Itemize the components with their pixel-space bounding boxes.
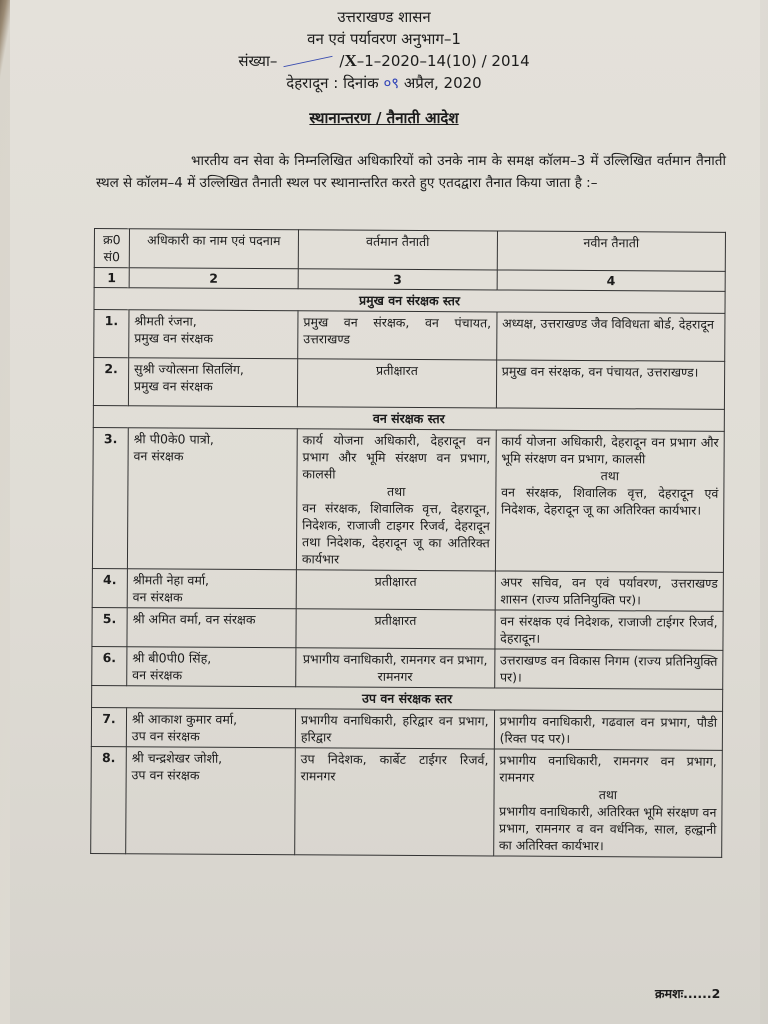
header-current: वर्तमान तैनाती xyxy=(298,230,497,270)
row-sno: 3. xyxy=(92,427,128,568)
row-sno: 2. xyxy=(93,358,128,406)
col-num-1: 1 xyxy=(94,268,129,288)
ref-prefix: / xyxy=(339,52,345,70)
handwritten-stroke xyxy=(284,56,333,67)
row-new: प्रमुख वन संरक्षक, वन पंचायत, उत्तराखण्ड। xyxy=(496,360,725,409)
new-post-2: प्रभागीय वनाधिकारी, अतिरिक्त भूमि संरक्षण वन प्रभाग, रामनगर व वन वर्धनिक, साल, हल्द्वानी का अतिरिक्त कार्यभार। xyxy=(498,803,717,854)
row-current: प्रभागीय वनाधिकारी, हरिद्वार वन प्रभाग, हरिद्वार xyxy=(295,709,494,749)
government-name: उत्तराखण्ड शासन xyxy=(337,8,431,26)
table-row xyxy=(93,358,724,410)
new-post-2: वन संरक्षक, शिवालिक वृत्त, देहरादून एवं निदेशक, देहरादून जू का अतिरिक्त कार्यभार। xyxy=(500,484,719,518)
section-title: उप वन संरक्षक स्तर xyxy=(92,685,723,711)
officer-designation: वन संरक्षक xyxy=(132,667,183,683)
row-current: उप निदेशक, कार्बेट टाईगर रिजर्व, रामनगर xyxy=(295,748,494,856)
officer-designation: वन संरक्षक xyxy=(132,589,183,605)
row-new: उत्तराखण्ड वन विकास निगम (राज्य प्रतिनियुक्ति पर)। xyxy=(494,649,723,689)
table-row xyxy=(91,746,723,857)
transfer-table xyxy=(90,228,726,858)
ref-number: –1–2020–14(10) / 2014 xyxy=(356,52,530,70)
row-current xyxy=(296,429,496,571)
row-name xyxy=(126,747,296,855)
officer-name: श्री चन्द्रशेखर जोशी, xyxy=(131,750,223,766)
table-row xyxy=(92,607,723,650)
officer-name: श्रीमती रंजना, xyxy=(134,313,197,329)
section-title: प्रमुख वन संरक्षक स्तर xyxy=(94,288,725,314)
header-new: नवीन तैनाती xyxy=(497,231,726,271)
row-new: अध्यक्ष, उत्तराखण्ड जैव विविधता बोर्ड, देहरादून xyxy=(496,312,725,361)
row-name xyxy=(127,608,296,648)
table-row xyxy=(92,568,723,611)
officer-name: श्री अमित वर्मा, वन संरक्षक xyxy=(132,611,256,627)
tatha-label: तथा xyxy=(386,483,406,499)
new-post-1: प्रभागीय वनाधिकारी, रामनगर वन प्रभाग, रामनगर xyxy=(499,752,717,785)
officer-designation: वन संरक्षक xyxy=(133,448,184,464)
new-post-1: कार्य योजना अधिकारी, देहरादून वन प्रभाग और भूमि संरक्षण वन प्रभाग, कालसी xyxy=(501,433,719,467)
officer-designation: उप वन संरक्षक xyxy=(131,728,200,744)
row-sno: 8. xyxy=(91,746,127,853)
row-name xyxy=(129,310,298,359)
tatha-label: तथा xyxy=(600,468,620,484)
table-header-row xyxy=(94,229,725,272)
row-name xyxy=(128,358,297,407)
row-new xyxy=(495,430,724,572)
header-name: अधिकारी का नाम एवं पदनाम xyxy=(129,229,298,269)
row-current: प्रतीक्षारत xyxy=(296,570,495,610)
officer-name: श्री आकाश कुमार वर्मा, xyxy=(131,711,238,727)
row-name xyxy=(126,708,295,748)
order-title: स्थानान्तरण / तैनाती आदेश xyxy=(309,109,459,127)
table-row xyxy=(92,427,724,572)
officer-name: श्रीमती नेहा वर्मा, xyxy=(132,572,210,588)
handwritten-date-day: ०९ xyxy=(383,74,400,92)
officer-designation: प्रमुख वन संरक्षक xyxy=(134,330,214,346)
officer-designation: प्रमुख वन संरक्षक xyxy=(133,378,213,394)
row-sno: 4. xyxy=(92,568,127,607)
officer-name: सुश्री ज्योत्सना सितलिंग, xyxy=(133,361,244,377)
current-post-2: वन संरक्षक, शिवालिक वृत्त, देहरादून, निदेशक, राजाजी टाइगर रिजर्व, देहरादून तथा निदेशक, देहरादून जू का अतिरिक्त कार्यभार xyxy=(301,500,491,567)
place-date xyxy=(0,72,768,94)
col-num-3: 3 xyxy=(298,269,497,290)
row-current: प्रमुख वन संरक्षक, वन पंचायत, उत्तराखण्ड xyxy=(298,311,497,360)
row-current: प्रतीक्षारत xyxy=(296,609,495,649)
table-row xyxy=(91,707,722,750)
officer-name: श्री बी0पी0 सिंह, xyxy=(132,650,212,666)
intro-paragraph xyxy=(96,150,726,194)
place-date-label: देहरादून : दिनांक xyxy=(286,74,379,92)
col-num-2: 2 xyxy=(129,268,298,289)
officer-name: श्री पी0के0 पात्रो, xyxy=(133,431,214,447)
row-current: प्रभागीय वनाधिकारी, रामनगर वन प्रभाग, रामनगर xyxy=(296,648,495,688)
continued-marker: क्रमशः......2 xyxy=(655,986,721,1001)
reference-number xyxy=(0,50,768,72)
row-new: अपर सचिव, वन एवं पर्यावरण, उत्तराखण्ड शासन (राज्य प्रतिनियुक्ति पर)। xyxy=(495,571,724,611)
row-sno: 6. xyxy=(92,646,127,685)
table-row xyxy=(94,310,725,362)
officer-designation: उप वन संरक्षक xyxy=(131,767,200,783)
header-sno: क्र0 सं0 xyxy=(94,229,129,268)
table-row xyxy=(92,646,723,689)
current-post-1: कार्य योजना अधिकारी, देहरादून वन प्रभाग और भूमि संरक्षण वन प्रभाग, कालसी xyxy=(302,432,491,482)
row-sno: 7. xyxy=(91,707,126,746)
row-name xyxy=(127,569,296,609)
section-title: वन संरक्षक स्तर xyxy=(93,405,724,431)
intro-text: भारतीय वन सेवा के निम्नलिखित अधिकारियों को उनके नाम के समक्ष कॉलम–3 में उल्लिखित वर्तमान तैनाती स्थल से कॉलम–4 में उल्लिखित तैनाती स्थल पर स्थानान्तरित करते हुए एतदद्वारा तैनात किया जाता है :– xyxy=(96,153,726,191)
row-new: वन संरक्षक एवं निदेशक, राजाजी टाईगर रिजर्व, देहरादून। xyxy=(495,610,724,650)
row-sno: 5. xyxy=(92,607,127,646)
department-name: वन एवं पर्यावरण अनुभाग–1 xyxy=(307,30,461,48)
row-current: प्रतीक्षारत xyxy=(297,359,496,408)
row-new xyxy=(493,749,722,857)
tatha-label: तथा xyxy=(598,787,618,803)
row-name xyxy=(127,647,296,687)
ref-label: संख्या– xyxy=(238,52,278,70)
document-header xyxy=(0,6,768,94)
row-sno: 1. xyxy=(94,310,129,358)
ref-x: X xyxy=(344,51,357,70)
row-name xyxy=(127,428,297,570)
row-new: प्रभागीय वनाधिकारी, गढवाल वन प्रभाग, पौडी (रिक्त पद पर)। xyxy=(494,710,723,750)
date-month-year: अप्रैल, 2020 xyxy=(403,74,482,92)
col-num-4: 4 xyxy=(497,270,725,291)
